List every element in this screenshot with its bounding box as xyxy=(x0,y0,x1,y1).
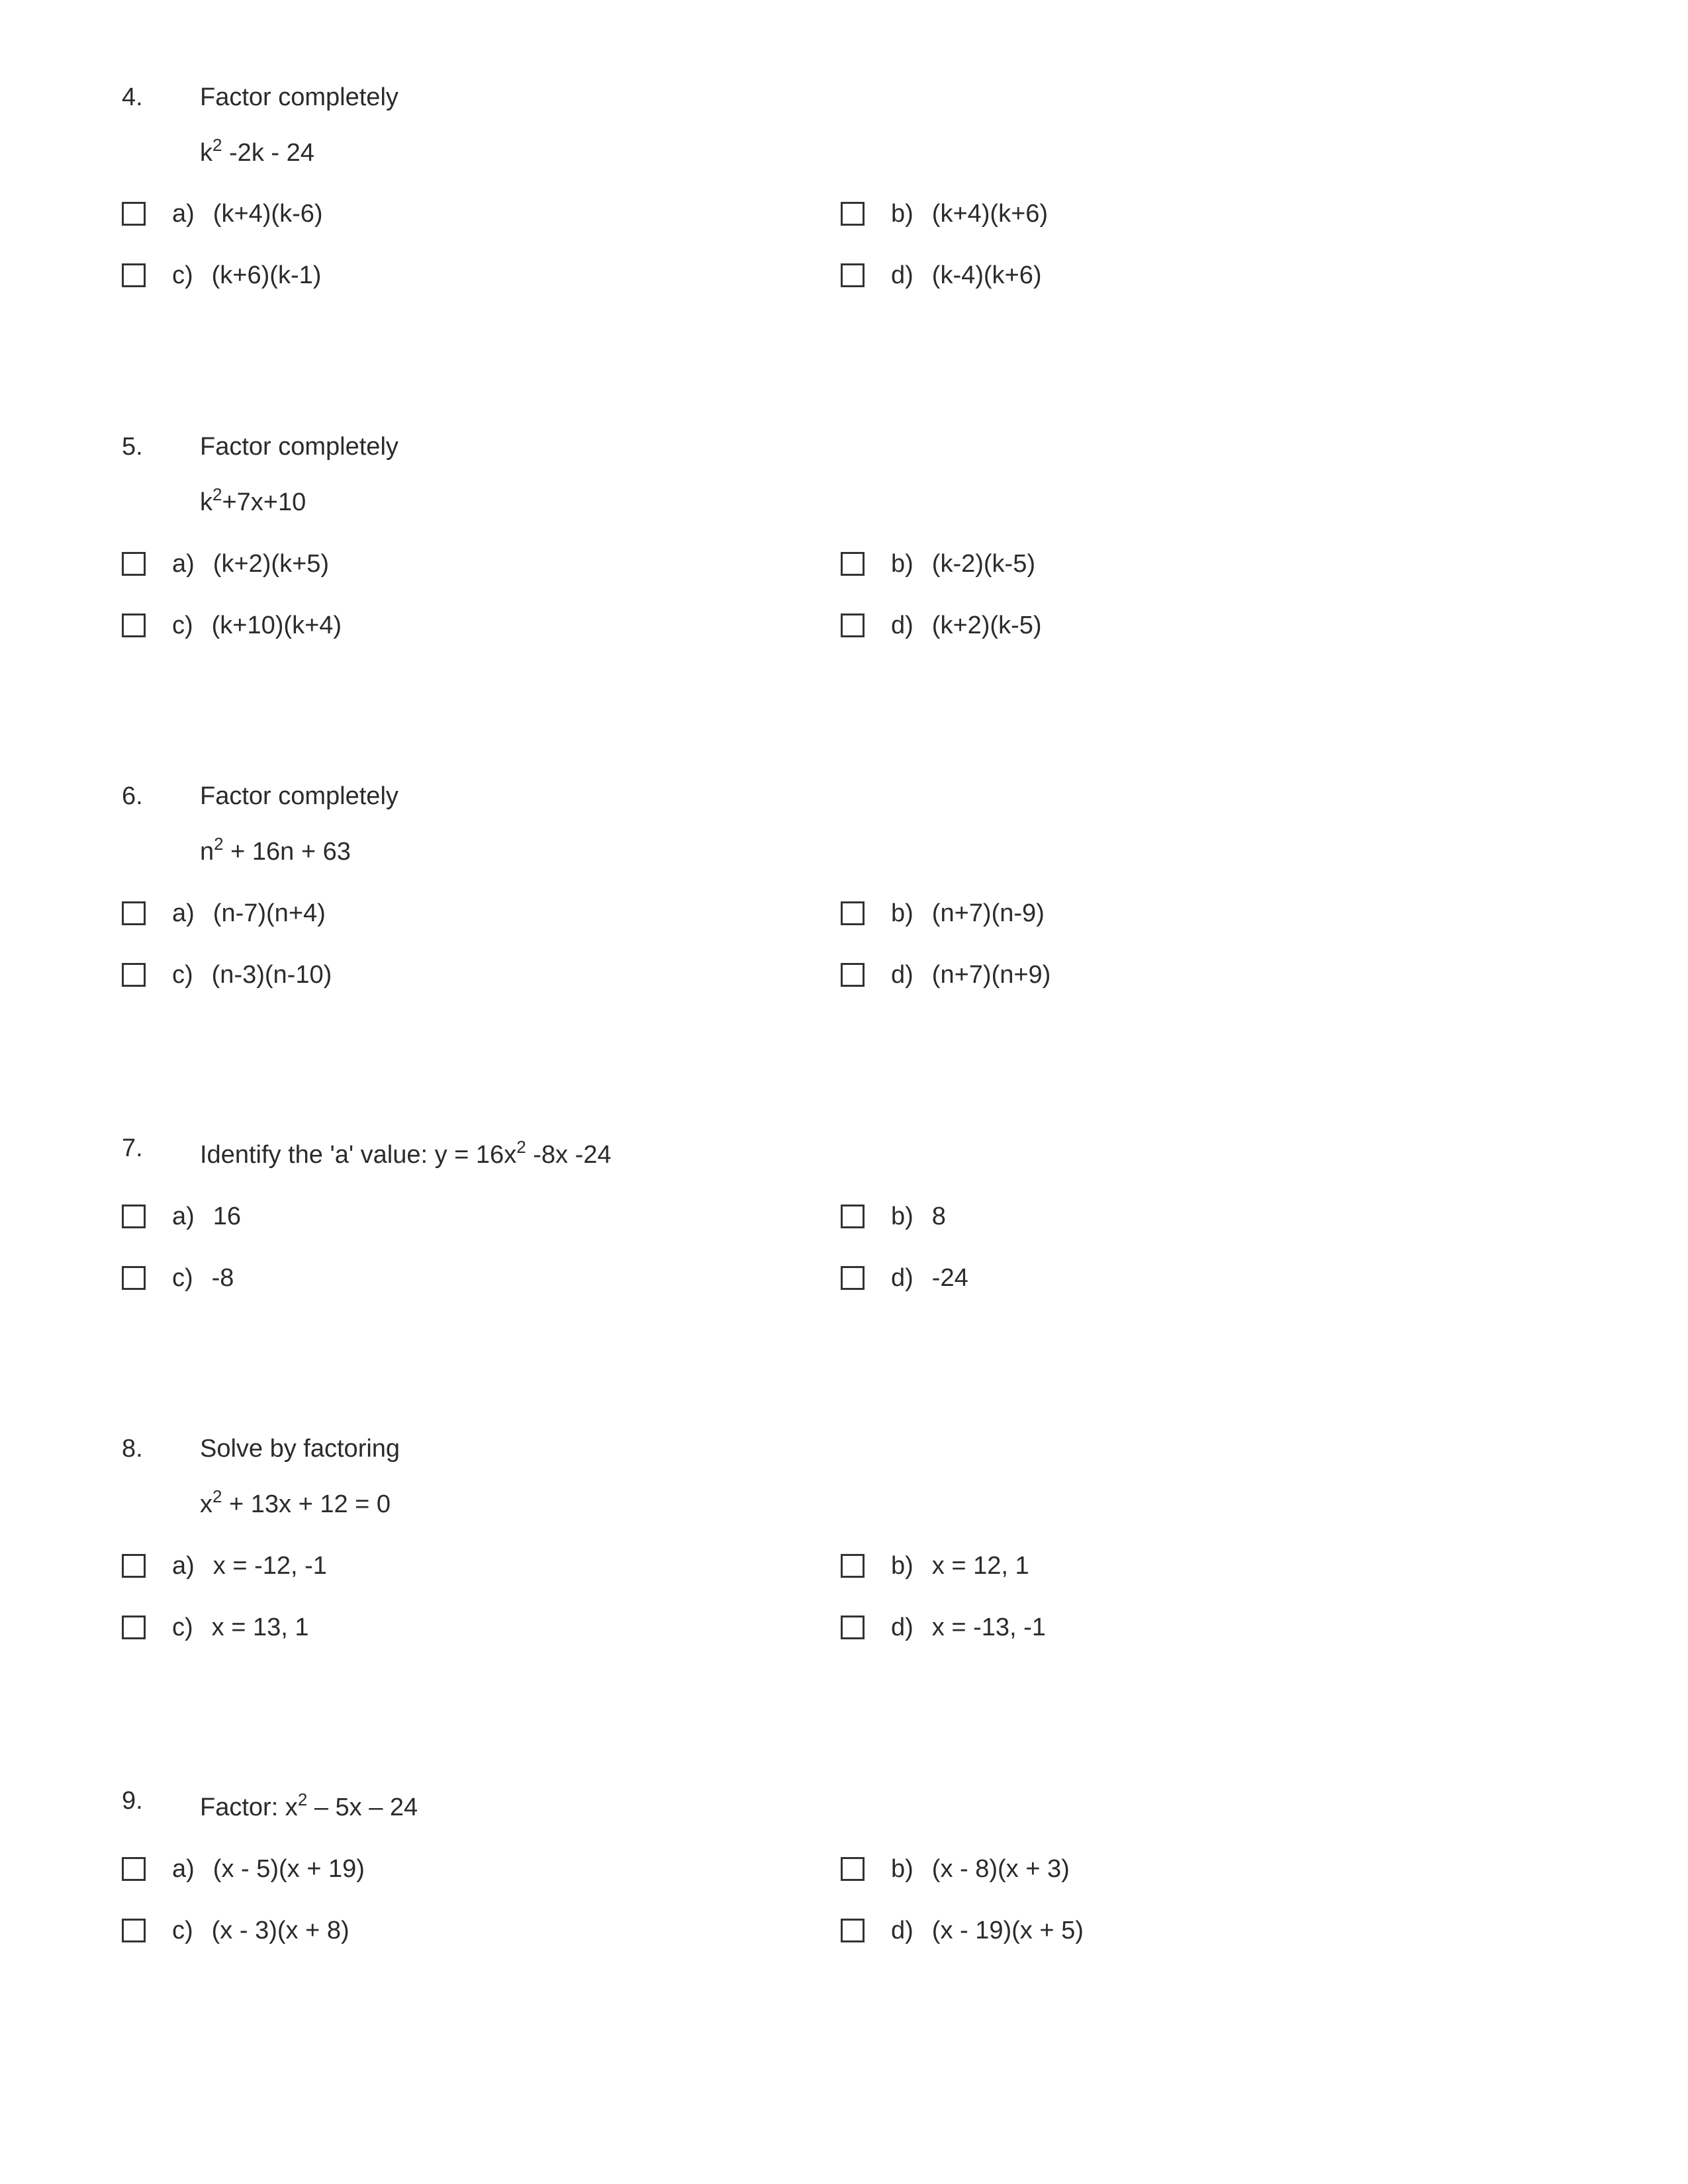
checkbox[interactable] xyxy=(122,1266,146,1290)
option-answer: x = 12, 1 xyxy=(931,1551,1029,1580)
option-answer: (x - 5)(x + 19) xyxy=(212,1854,365,1883)
option-letter: d) xyxy=(891,1916,914,1944)
question-expression: $k^2$ -2k - 24 xyxy=(200,135,314,167)
question-expression: $x^2 + 13x + 12 = 0$ xyxy=(200,1486,391,1518)
question-number: 4. xyxy=(122,83,143,111)
checkbox[interactable] xyxy=(841,202,865,226)
question-prompt: Solve by factoring xyxy=(200,1435,400,1463)
option-letter: d) xyxy=(891,1613,914,1641)
option-answer: (k+10)(k+4) xyxy=(211,611,342,639)
answer-option-a[interactable] xyxy=(122,549,329,578)
option-letter: d) xyxy=(891,261,914,289)
answer-option-c[interactable] xyxy=(122,1613,308,1642)
option-letter: c) xyxy=(172,611,193,639)
checkbox[interactable] xyxy=(122,552,146,576)
option-answer: (k+2)(k-5) xyxy=(931,611,1042,639)
question-prompt: Identify the 'a' value: $y = 16x^2$ -8x -24 xyxy=(200,1137,612,1169)
option-answer: -8 xyxy=(211,1263,234,1292)
checkbox[interactable] xyxy=(122,614,146,637)
answer-option-b[interactable] xyxy=(841,1202,946,1231)
answer-option-d[interactable] xyxy=(841,261,1042,290)
option-letter: c) xyxy=(172,960,193,989)
option-letter: a) xyxy=(172,1854,195,1883)
checkbox[interactable] xyxy=(122,1554,146,1578)
checkbox[interactable] xyxy=(122,202,146,226)
option-letter: a) xyxy=(172,549,195,578)
checkbox[interactable] xyxy=(841,263,865,287)
answer-option-a[interactable] xyxy=(122,899,326,928)
option-answer: -24 xyxy=(931,1263,968,1292)
question-prompt: Factor completely xyxy=(200,83,399,111)
option-letter: b) xyxy=(891,549,914,578)
question-prompt: Factor completely xyxy=(200,433,399,461)
option-answer: (n+7)(n+9) xyxy=(931,960,1051,989)
checkbox[interactable] xyxy=(122,1205,146,1228)
question-number: 9. xyxy=(122,1787,143,1815)
option-letter: d) xyxy=(891,960,914,989)
question-number: 8. xyxy=(122,1435,143,1463)
option-letter: c) xyxy=(172,261,193,289)
option-letter: b) xyxy=(891,1551,914,1580)
question-number: 6. xyxy=(122,782,143,810)
option-letter: c) xyxy=(172,1916,193,1944)
checkbox[interactable] xyxy=(841,1919,865,1942)
checkbox[interactable] xyxy=(122,1615,146,1639)
option-answer: (n-3)(n-10) xyxy=(211,960,332,989)
option-answer: (x - 19)(x + 5) xyxy=(931,1916,1084,1944)
option-answer: (k+6)(k-1) xyxy=(211,261,322,289)
option-letter: d) xyxy=(891,611,914,639)
checkbox[interactable] xyxy=(122,901,146,925)
question-prompt: Factor completely xyxy=(200,782,399,810)
question-expression: $k^2+7x+10$ xyxy=(200,484,306,516)
option-letter: a) xyxy=(172,899,195,927)
option-answer: (x - 8)(x + 3) xyxy=(931,1854,1070,1883)
answer-option-c[interactable] xyxy=(122,960,332,989)
option-letter: b) xyxy=(891,899,914,927)
answer-option-c[interactable] xyxy=(122,1916,350,1945)
option-answer: x = 13, 1 xyxy=(211,1613,309,1641)
option-answer: x = -12, -1 xyxy=(212,1551,327,1580)
checkbox[interactable] xyxy=(841,1615,865,1639)
option-letter: d) xyxy=(891,1263,914,1292)
question-number: 5. xyxy=(122,433,143,461)
checkbox[interactable] xyxy=(841,1857,865,1881)
option-answer: (k-4)(k+6) xyxy=(931,261,1042,289)
option-answer: 8 xyxy=(931,1202,946,1230)
answer-option-a[interactable] xyxy=(122,1854,365,1884)
answer-option-d[interactable] xyxy=(841,1613,1046,1642)
checkbox[interactable] xyxy=(841,1554,865,1578)
option-answer: (k+4)(k-6) xyxy=(212,199,323,228)
answer-option-b[interactable] xyxy=(841,199,1048,228)
answer-option-c[interactable] xyxy=(122,261,321,290)
checkbox[interactable] xyxy=(841,963,865,987)
checkbox[interactable] xyxy=(841,1266,865,1290)
option-letter: b) xyxy=(891,1854,914,1883)
option-answer: (k+4)(k+6) xyxy=(931,199,1049,228)
question-number: 7. xyxy=(122,1134,143,1162)
question-expression: $n^2 + 16n + 63$ xyxy=(200,834,351,866)
option-answer: 16 xyxy=(212,1202,242,1230)
answer-option-d[interactable] xyxy=(841,1916,1084,1945)
answer-option-b[interactable] xyxy=(841,899,1045,928)
option-letter: b) xyxy=(891,199,914,228)
option-answer: (n-7)(n+4) xyxy=(212,899,326,927)
answer-option-c[interactable] xyxy=(122,611,342,640)
option-letter: a) xyxy=(172,1551,195,1580)
answer-option-b[interactable] xyxy=(841,1854,1070,1884)
option-answer: x = -13, -1 xyxy=(931,1613,1046,1641)
option-answer: (k+2)(k+5) xyxy=(212,549,330,578)
answer-option-a[interactable] xyxy=(122,199,323,228)
option-letter: c) xyxy=(172,1263,193,1292)
checkbox[interactable] xyxy=(841,901,865,925)
answer-option-d[interactable] xyxy=(841,611,1042,640)
checkbox[interactable] xyxy=(122,263,146,287)
answer-option-c[interactable] xyxy=(122,1263,234,1293)
checkbox[interactable] xyxy=(122,963,146,987)
question-prompt: Factor: $x^2 - 5x - 24$ xyxy=(200,1790,418,1821)
answer-option-d[interactable] xyxy=(841,960,1051,989)
answer-option-b[interactable] xyxy=(841,549,1035,578)
option-letter: a) xyxy=(172,199,195,228)
option-letter: b) xyxy=(891,1202,914,1230)
checkbox[interactable] xyxy=(841,552,865,576)
option-answer: (x - 3)(x + 8) xyxy=(211,1916,350,1944)
checkbox[interactable] xyxy=(122,1919,146,1942)
checkbox[interactable] xyxy=(841,614,865,637)
option-letter: a) xyxy=(172,1202,195,1230)
option-answer: (k-2)(k-5) xyxy=(931,549,1035,578)
answer-option-d[interactable] xyxy=(841,1263,968,1293)
checkbox[interactable] xyxy=(122,1857,146,1881)
option-letter: c) xyxy=(172,1613,193,1641)
answer-option-b[interactable] xyxy=(841,1551,1029,1580)
checkbox[interactable] xyxy=(841,1205,865,1228)
answer-option-a[interactable] xyxy=(122,1202,241,1231)
answer-option-a[interactable] xyxy=(122,1551,327,1580)
option-answer: (n+7)(n-9) xyxy=(931,899,1045,927)
